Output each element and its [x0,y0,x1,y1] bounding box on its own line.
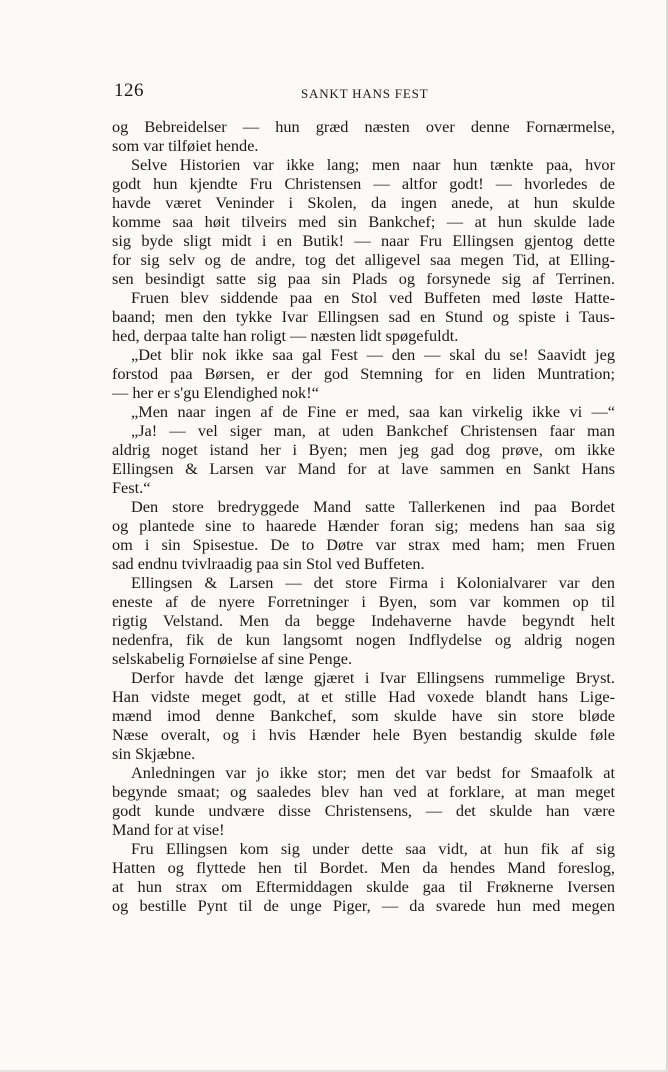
text-line: Næse overalt, og i hvis Hænder hele Byen bestandig skulde føle [112,725,615,744]
text-line: Den store bredryggede Mand satte Tallerkenen ind paa Bordet [131,497,615,516]
text-line: Fruen blev siddende paa en Stol ved Buffeten med løste Hatte- [131,288,615,307]
text-line: Fest.“ [112,478,151,497]
running-title: SANKT HANS FEST [301,86,429,101]
text-line: selskabelig Fornøielse af sine Penge. [112,649,353,668]
text-line: rigtig Velstand. Men da begge Indehaverne havde begyndt helt [112,611,615,630]
running-head [112,80,622,104]
text-line: sin Skjæbne. [112,744,196,763]
text-line: Derfor havde det længe gjæret i Ivar Ellingsens rummelige Bryst. [131,668,615,687]
text-line: godt kunde undvære disse Christensens, — det skulde han være [112,801,615,820]
text-line: havde været Veninder i Skolen, da ingen anede, at hun skulde [112,193,615,212]
text-line: Anledningen var jo ikke stor; men det var bedst for Smaafolk at [131,763,615,782]
text-line: som var tilføiet hende. [112,136,259,155]
text-line: sad endnu tvivlraadig paa sin Stol ved Buffeten. [112,554,425,573]
text-line: nedenfra, fik de kun langsomt nogen Indflydelse og aldrig nogen [112,630,615,649]
body-text [112,117,615,915]
text-line: komme saa høit tilveirs med sin Bankchef; — at hun skulde lade [112,212,615,231]
text-line: begynde smaat; og saaledes blev han ved at forklare, at man meget [112,782,615,801]
text-line: Ellingsen & Larsen var Mand for at lave sammen en Sankt Hans [112,459,615,478]
text-line: om i sin Spisestue. De to Døtre var strax med ham; men Fruen [112,535,615,554]
text-line: godt hun kjendte Fru Christensen — altfor godt! — hvorledes de [112,174,615,193]
text-line: aldrig noget istand her i Byen; men jeg gad dog prøve, om ikke [112,440,615,459]
text-line: og bestille Pynt til de unge Piger, — da svarede hun med megen [112,896,615,915]
text-line: Hatten og flyttede hen til Bordet. Men da hendes Mand foreslog, [112,858,615,877]
text-line: sig byde sligt midt i en Butik! — naar Fru Ellingsen gjentog dette [112,231,615,250]
text-line: hed, derpaa talte han roligt — næsten lidt spøgefuldt. [112,326,459,345]
text-line: forstod paa Børsen, er der god Stemning for en liden Muntration; [112,364,615,383]
text-line: Han vidste meget godt, at et stille Had voxede blandt hans Lige- [112,687,615,706]
text-line: „Det blir nok ikke saa gal Fest — den — skal du se! Saavidt jeg [131,345,615,364]
text-line: Mand for at vise! [112,820,225,839]
text-line: baand; men den tykke Ivar Ellingsen sad en Stund og spiste i Taus- [112,307,615,326]
text-line: og plantede sine to haarede Hænder foran sig; medens han saa sig [112,516,615,535]
text-line: for sig selv og de andre, tog det alligevel saa megen Tid, at Elling- [112,250,615,269]
text-line: — her er s'gu Elendighed nok!“ [112,383,319,402]
text-line: sen besindigt satte sig paa sin Plads og forsynede sig af Terrinen. [112,269,615,288]
text-line: Fru Ellingsen kom sig under dette saa vidt, at hun fik af sig [131,839,615,858]
text-line: eneste af de nyere Forretninger i Byen, som var kommen op til [112,592,615,611]
page-number: 126 [114,80,144,101]
text-line: mænd imod denne Bankchef, som skulde have sin store bløde [112,706,615,725]
text-line: Ellingsen & Larsen — det store Firma i Kolonialvarer var den [131,573,615,592]
text-line: og Bebreidelser — hun græd næsten over denne Fornærmelse, [112,117,615,136]
text-line: at hun strax om Eftermiddagen skulde gaa til Frøknerne Iversen [112,877,615,896]
text-line: Selve Historien var ikke lang; men naar hun tænkte paa, hvor [131,155,615,174]
text-line: „Men naar ingen af de Fine er med, saa kan virkelig ikke vi —“ [131,402,615,421]
text-line: „Ja! — vel siger man, at uden Bankchef Christensen faar man [131,421,615,440]
